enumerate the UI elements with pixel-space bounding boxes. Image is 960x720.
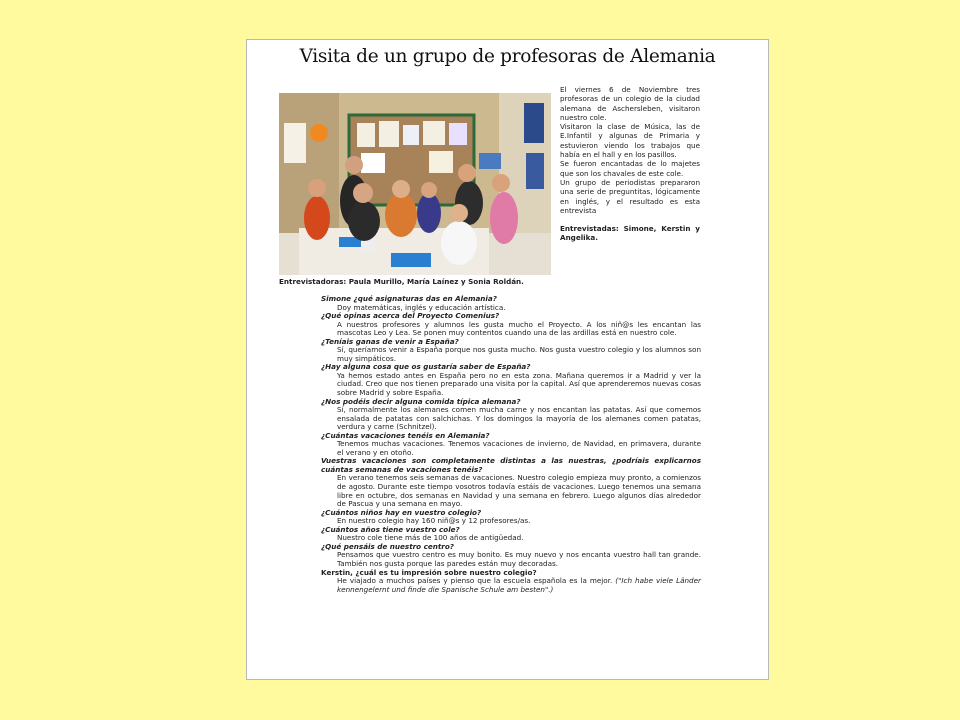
interviewed-line: Entrevistadas: Simone, Kerstin y Angelika. <box>560 224 700 243</box>
question: Vuestras vacaciones son completamente distintas a las nuestras, ¿podríais explicarnos cuántas semanas de vacaciones tenéis? <box>321 456 701 474</box>
question: ¿Qué opinas acerca del Proyecto Comenius? <box>321 311 500 321</box>
article-title: Visita de un grupo de profesoras de Alemania <box>299 46 716 67</box>
answer: Sí, queríamos venir a España porque nos gusta mucho. Nos gusta vuestro colegio y los alumnos son muy simpáticos. <box>337 345 701 363</box>
answer: Pensamos que vuestro centro es muy bonito. Es muy nuevo y nos encanta vuestro hall tan grande. También nos gusta porque las paredes están muy decoradas. <box>337 550 701 568</box>
question: ¿Qué pensáis de nuestro centro? <box>321 541 454 551</box>
answer: En nuestro colegio hay 160 niñ@s y 12 profesores/as. <box>337 516 531 526</box>
answer-text: He viajado a muchos países y pienso que la escuela española es la mejor. <box>337 576 613 586</box>
answer: Sí, normalmente los alemanes comen mucha carne y nos encantan las patatas. Así que comemos ensalada de patatas con salchichas. Y los domingos la mayoría de los alemanes comen patatas, verdura y carne (Schnitzel). <box>337 405 701 432</box>
answer: Nuestro cole tiene más de 100 años de antigüedad. <box>337 533 524 543</box>
intro-paragraph: El viernes 6 de Noviembre tres profesoras de un colegio de la ciudad alemana de Aschersleben, visitaron nuestro cole. <box>560 85 700 122</box>
answer <box>321 577 701 594</box>
question: ¿Cuántos niños hay en vuestro colegio? <box>321 507 482 517</box>
question: ¿Cuántas vacaciones tenéis en Alemania? <box>321 430 490 440</box>
question: ¿Cuántos años tiene vuestro cole? <box>321 524 460 534</box>
interviewers-line: Entrevistadoras: Paula Murillo, María Laínez y Sonia Roldán. <box>279 277 524 286</box>
question: ¿Nos podéis decir alguna comida típica alemana? <box>321 396 521 406</box>
intro-paragraph: Visitaron la clase de Música, las de E.Infantil y algunas de Primaria y estuvieron viendo los trabajos que había en el hall y en los pasillos. <box>560 122 700 160</box>
answer: Ya hemos estado antes en España pero no en esta zona. Mañana queremos ir a Madrid y ver la ciudad. Creo que nos tienen preparado una visita por la capital. Así que aprenderemos nuevas cosas sobre Madrid y sobre España. <box>337 370 701 398</box>
answer: Tenemos muchas vacaciones. Tenemos vacaciones de invierno, de Navidad, en primavera, durante el verano y en otoño. <box>337 439 701 457</box>
intro-text <box>560 85 700 243</box>
interview-section <box>321 295 701 594</box>
intro-paragraph: Se fueron encantadas de lo majetes que son los chavales de este cole. <box>560 159 700 178</box>
question: ¿Hay alguna cosa que os gustaría saber de España? <box>321 362 531 372</box>
answer: En verano tenemos seis semanas de vacaciones. Nuestro colegio empieza muy pronto, a comienzos de agosto. Durante este tiempo vosotros todavía estáis de vacaciones. Luego tenemos una semana libre en octubre, dos semanas en Navidad y una semana en febrero. Luego algunos días alrededor de Pascua y una semana en mayo. <box>337 473 701 509</box>
question: ¿Teníais ganas de venir a España? <box>321 336 459 346</box>
article-page <box>246 39 769 680</box>
group-photo <box>279 93 551 275</box>
group-photo-illustration <box>279 93 551 275</box>
answer: A nuestros profesores y alumnos les gusta mucho el Proyecto. A los niñ@s les encantan las mascotas Leo y Lea. Se ponen muy contentos cuando una de las ardillas está en nuestro cole. <box>337 319 701 338</box>
question: Simone ¿qué asignaturas das en Alemania? <box>321 294 497 303</box>
answer: Doy matemáticas, inglés y educación artística. <box>337 302 506 312</box>
german-quote: ("Ich habe viele Länder kennengelernt und finde die Spanische Schule am besten".) <box>337 576 701 594</box>
question: Kerstin, ¿cuál es tu impresión sobre nuestro colegio? <box>321 567 537 577</box>
intro-paragraph: Un grupo de periodistas prepararon una serie de preguntitas, lógicamente en inglés, y el resultado es esta entrevista <box>560 177 700 215</box>
